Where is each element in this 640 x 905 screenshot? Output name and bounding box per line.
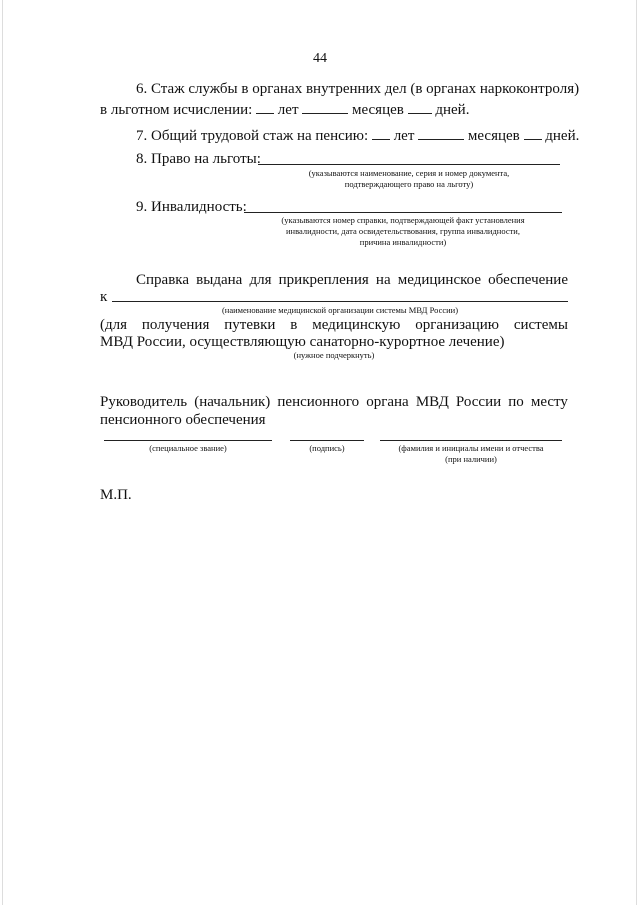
signature-field[interactable] <box>290 440 364 441</box>
head-word: Руководитель <box>100 394 188 410</box>
medical-org-field[interactable] <box>112 301 568 302</box>
days-label: дней. <box>435 102 470 118</box>
scan-edge-left <box>2 0 3 905</box>
item7-label: 7. Общий трудовой стаж на пенсию: <box>136 128 369 144</box>
full-name-caption-1: (фамилия и инициалы имени и отчества <box>398 443 544 453</box>
spravka-line2 <box>100 316 568 334</box>
spravka-word: для <box>249 272 272 288</box>
scan-edge-right <box>636 0 637 905</box>
item7-line <box>136 125 579 145</box>
total-months-label: месяцев <box>467 128 520 144</box>
spravka-word: организацию <box>415 317 499 333</box>
spravka-line3: МВД России, осуществляющую санаторно-курортное лечение) <box>100 334 505 350</box>
spravka-word: Справка <box>136 272 189 288</box>
item8-caption-2: подтверждающего право на льготу) <box>344 179 474 189</box>
spravka-k: к <box>100 289 108 305</box>
spravka-word: обеспечение <box>488 272 568 288</box>
total-years-field[interactable] <box>372 125 390 140</box>
disability-field[interactable] <box>244 212 562 213</box>
item9-caption-2: инвалидности, дата освидетельствования, группа инвалидности, <box>286 226 520 236</box>
spravka-word: на <box>375 272 391 288</box>
head-word: по <box>508 394 524 410</box>
spravka-word: медицинское <box>397 272 481 288</box>
head-word: органа <box>366 394 409 410</box>
spravka-word: выдана <box>196 272 243 288</box>
stamp-place: М.П. <box>100 487 132 503</box>
years-field[interactable] <box>256 99 274 114</box>
head-word: России <box>455 394 502 410</box>
item6-label: в льготном исчислении: <box>100 102 253 118</box>
signature-caption: (подпись) <box>309 443 345 453</box>
full-name-caption-2: (при наличии) <box>445 454 497 464</box>
head-word: МВД <box>415 394 449 410</box>
spravka-word: прикрепления <box>278 272 369 288</box>
head-word: месту <box>530 394 568 410</box>
spravka-caption-2: (нужное подчеркнуть) <box>293 350 375 360</box>
head-line1 <box>100 393 568 411</box>
spravka-word: медицинскую <box>312 317 401 333</box>
rank-caption: (специальное звание) <box>149 443 227 453</box>
full-name-field[interactable] <box>380 440 562 441</box>
item6-line2 <box>100 99 469 119</box>
months-field[interactable] <box>302 99 348 114</box>
rank-field[interactable] <box>104 440 272 441</box>
item8-caption-1: (указываются наименование, серия и номер документа, <box>308 168 510 178</box>
item6-line1: 6. Стаж службы в органах внутренних дел (в органах наркоконтроля) <box>136 81 580 97</box>
total-days-field[interactable] <box>524 125 542 140</box>
spravka-caption: (наименование медицинской организации системы МВД России) <box>221 305 459 315</box>
page-number: 44 <box>313 51 327 66</box>
spravka-word: (для <box>100 317 128 333</box>
item9-label: 9. Инвалидность: <box>136 199 247 215</box>
total-years-label: лет <box>393 128 415 144</box>
head-word: (начальник) <box>194 394 271 410</box>
item8-label: 8. Право на льготы: <box>136 151 261 167</box>
spravka-word: системы <box>513 317 568 333</box>
spravka-line1 <box>136 271 568 289</box>
head-word: пенсионного <box>277 394 360 410</box>
months-label: месяцев <box>352 102 404 118</box>
total-months-field[interactable] <box>418 125 464 140</box>
days-field[interactable] <box>408 99 432 114</box>
head-line2: пенсионного обеспечения <box>100 412 266 428</box>
spravka-word: получения <box>141 317 210 333</box>
total-days-label: дней. <box>545 128 580 144</box>
years-label: лет <box>277 102 299 118</box>
item9-caption-3: причина инвалидности) <box>359 237 447 247</box>
spravka-word: в <box>290 317 298 333</box>
spravka-word: путевки <box>224 317 276 333</box>
item9-caption-1: (указываются номер справки, подтверждающей факт установления <box>281 215 525 225</box>
benefits-field[interactable] <box>258 164 560 165</box>
